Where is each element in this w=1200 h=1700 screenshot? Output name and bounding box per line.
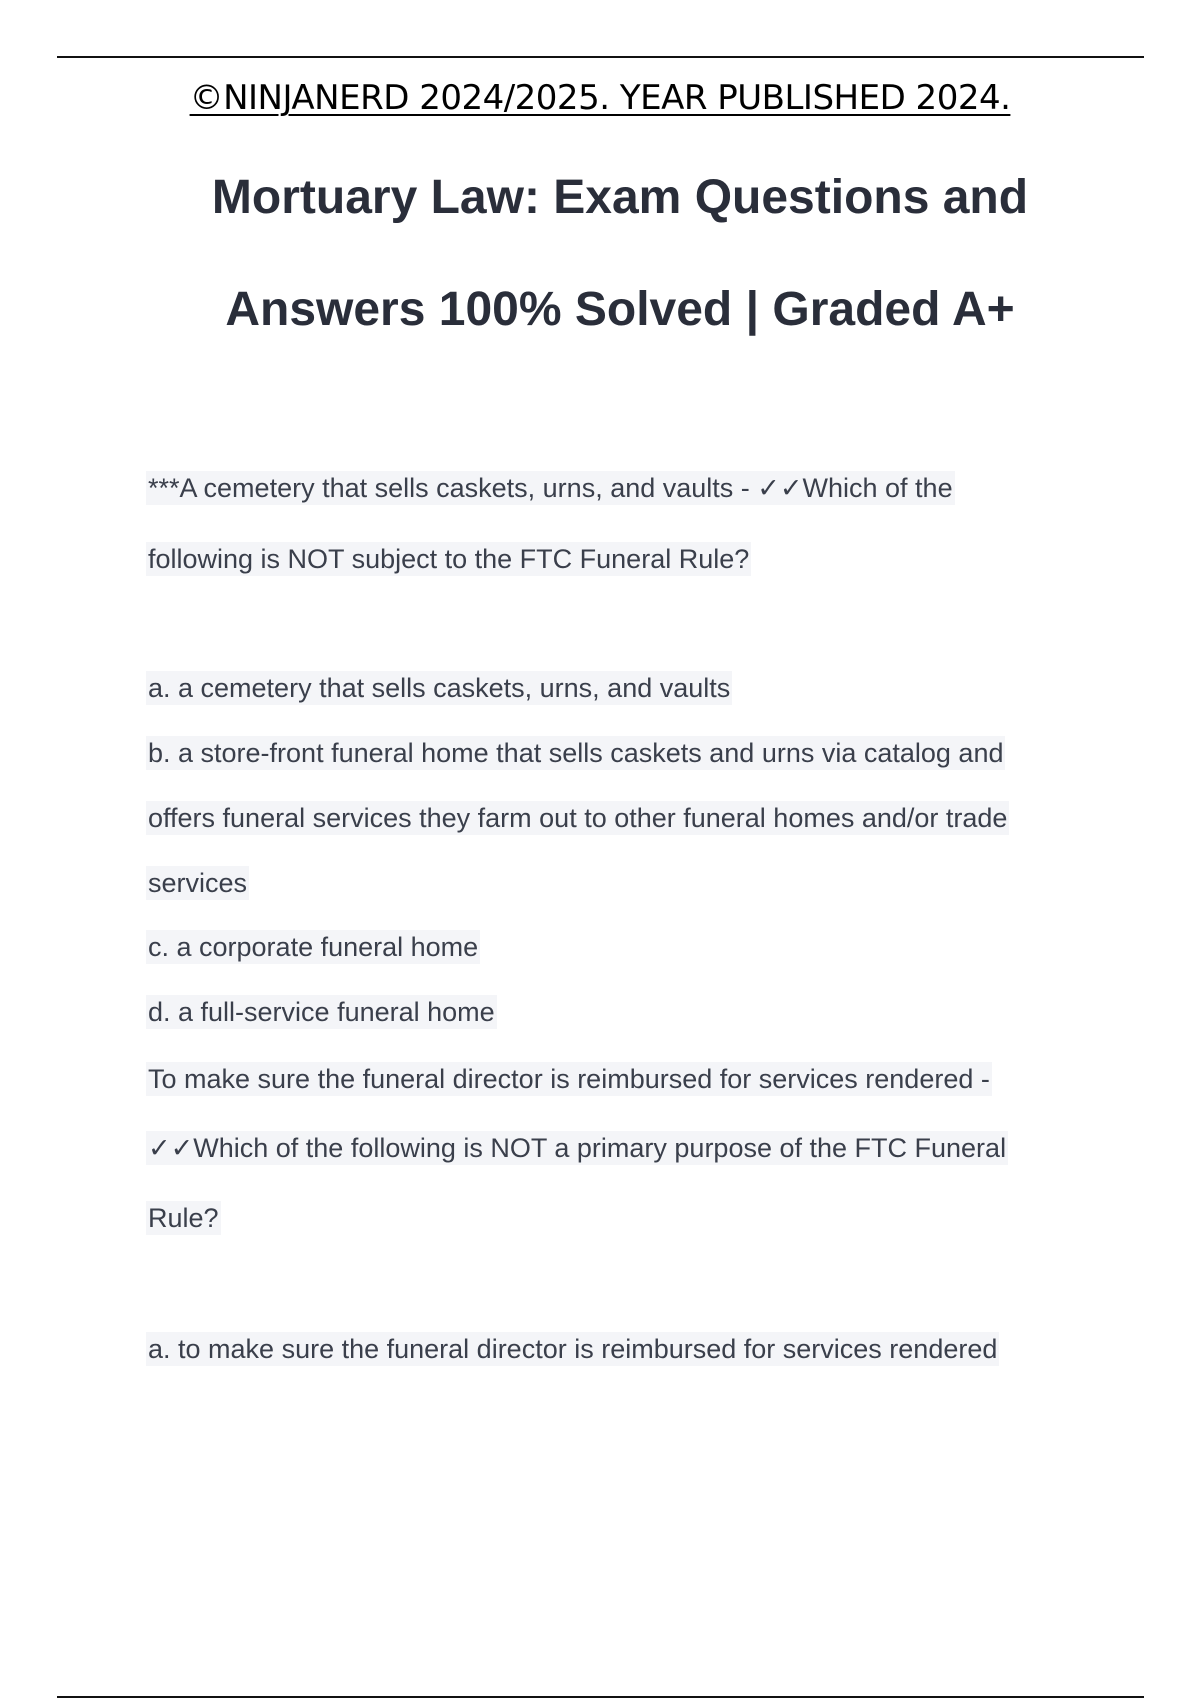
question-1-option-a: a. a cemetery that sells caskets, urns, and vaults	[148, 673, 731, 703]
question-1-option-c: c. a corporate funeral home	[148, 932, 479, 962]
question-2-line-1: To make sure the funeral director is reimbursed for services rendered -	[148, 1064, 990, 1094]
document-title	[150, 170, 1090, 366]
question-1-option-d: d. a full-service funeral home	[148, 997, 495, 1027]
title-line-2: Answers 100% Solved | Graded A+	[225, 283, 1015, 336]
question-2-option-a: a. to make sure the funeral director is reimbursed for services rendered	[148, 1334, 998, 1364]
copyright-header	[0, 78, 1200, 118]
question-1-option-b-line-2: offers funeral services they farm out to other funeral homes and/or trade	[148, 803, 1008, 833]
top-rule	[57, 56, 1144, 58]
copyright-text: ©NINJANERD 2024/2025. YEAR PUBLISHED 2024.	[189, 78, 1011, 118]
question-2-line-3: Rule?	[148, 1203, 219, 1233]
question-1-line-2: following is NOT subject to the FTC Funeral Rule?	[148, 544, 750, 574]
question-1-option-b-line-3: services	[148, 868, 248, 898]
question-1-line-1: ***A cemetery that sells caskets, urns, and vaults - ✓✓Which of the	[148, 473, 953, 503]
question-2-line-2: ✓✓Which of the following is NOT a primary purpose of the FTC Funeral	[148, 1133, 1007, 1163]
question-1-option-b-line-1: b. a store-front funeral home that sells caskets and urns via catalog and	[148, 738, 1004, 768]
bottom-rule	[57, 1696, 1144, 1698]
title-line-1: Mortuary Law: Exam Questions and	[211, 171, 1029, 224]
